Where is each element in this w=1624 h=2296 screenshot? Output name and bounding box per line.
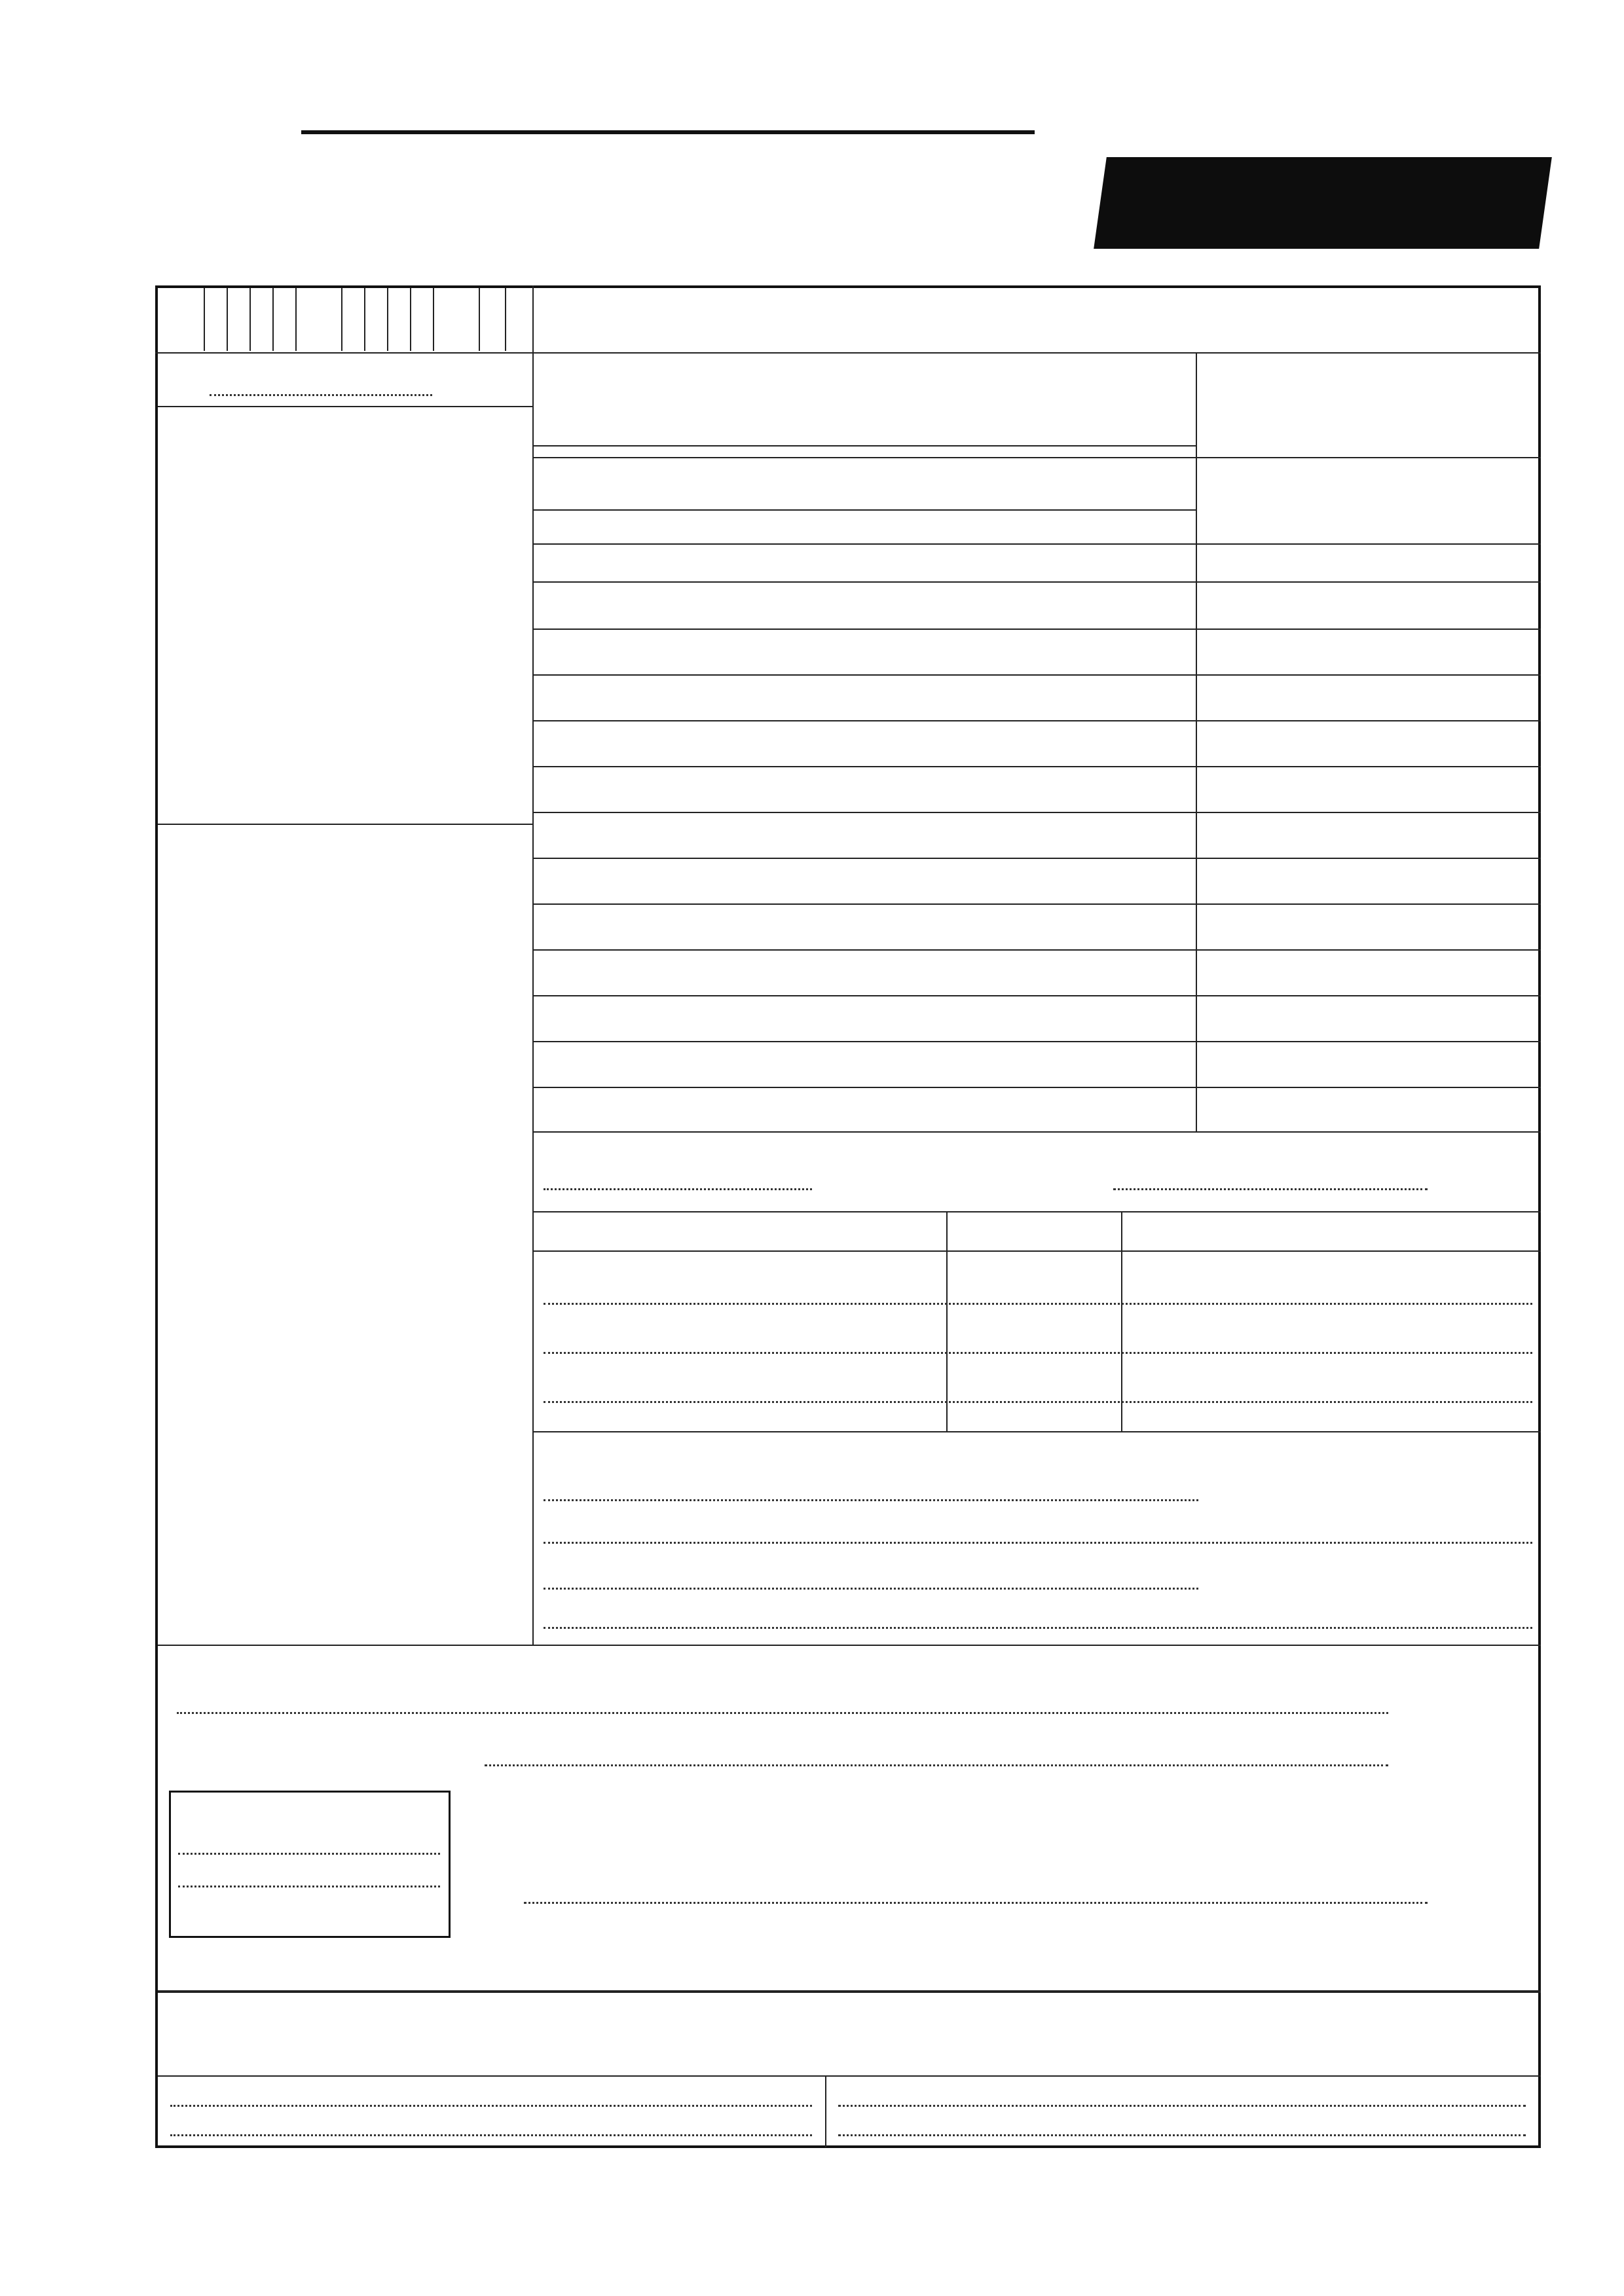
- citizenship-granted-box: [169, 1791, 451, 1938]
- authority-heading: [301, 128, 1035, 134]
- yad-vashem-logo: [1094, 157, 1552, 249]
- filing-boxes: [158, 288, 531, 351]
